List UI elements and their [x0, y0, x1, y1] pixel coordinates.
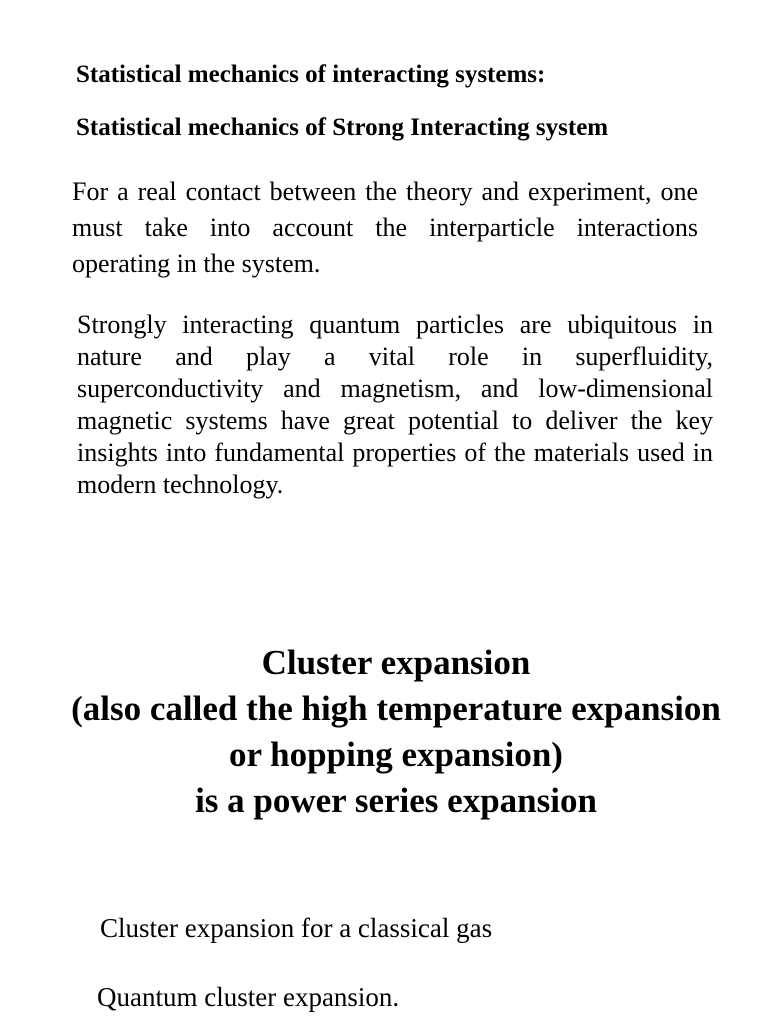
cluster-line-3: or hopping expansion) [229, 735, 563, 774]
cluster-line-1: Cluster expansion [261, 643, 531, 682]
cluster-line-2: (also called the high temperature expansion [71, 689, 721, 728]
item-quantum-cluster: Quantum cluster expansion. [97, 982, 400, 1012]
cluster-expansion-definition [0, 640, 768, 824]
paragraph-contact: For a real contact between the theory and experiment, one must take into account the interparticle interactions operating in the system. [72, 177, 698, 278]
cluster-line-4: is a power series expansion [195, 781, 597, 820]
item-classical-gas: Cluster expansion for a classical gas [100, 913, 493, 943]
section-title: Statistical mechanics of interacting systems: [76, 61, 546, 88]
paragraph-strongly-interacting: Strongly interacting quantum particles are ubiquitous in nature and play a vital role in superfluidity, superconductivity and magnetism, and low-dimensional magnetic systems have great potential to deliver the key insights into fundamental properties of the materials used in modern technology. [77, 310, 713, 499]
section-subtitle: Statistical mechanics of Strong Interacting system [76, 114, 609, 141]
